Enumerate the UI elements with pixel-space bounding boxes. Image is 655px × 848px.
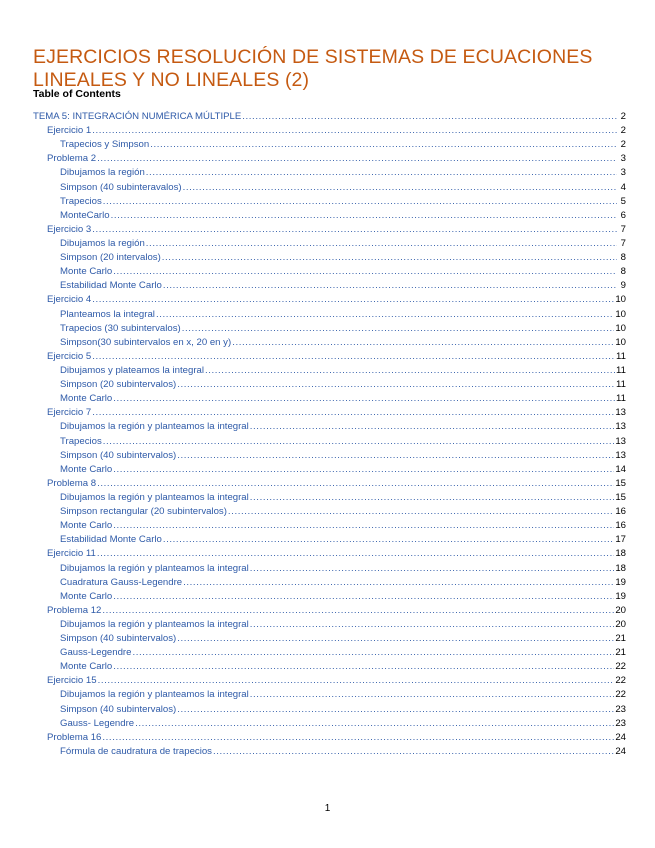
toc-entry[interactable]	[33, 632, 626, 646]
toc-entry-page: 21	[615, 647, 626, 659]
toc-entry-page: 23	[615, 703, 626, 715]
toc-dot-leader	[97, 152, 617, 166]
toc-dot-leader	[92, 124, 617, 138]
toc-entry[interactable]	[33, 195, 626, 209]
toc-entry-page: 22	[615, 661, 626, 673]
toc-dot-leader	[103, 435, 615, 449]
toc-entry-label: Simpson (40 subintervalos)	[60, 633, 177, 645]
toc-dot-leader	[250, 562, 615, 576]
toc-entry-page: 18	[615, 548, 626, 560]
toc-entry-page: 11	[616, 379, 626, 391]
toc-entry-page: 15	[615, 477, 626, 489]
toc-entry-label: MonteCarlo	[60, 209, 110, 221]
toc-entry[interactable]	[33, 110, 626, 124]
toc-entry-label: TEMA 5: INTEGRACIÓN NUMÉRICA MÚLTIPLE	[33, 111, 242, 122]
toc-entry-label: Monte Carlo	[60, 393, 113, 405]
toc-dot-leader	[213, 745, 614, 759]
toc-entry[interactable]	[33, 138, 626, 152]
toc-entry[interactable]	[33, 618, 626, 632]
toc-entry-page: 23	[615, 717, 626, 729]
toc-entry[interactable]	[33, 646, 626, 660]
toc-entry-page: 24	[615, 745, 626, 757]
toc-entry-page: 3	[620, 153, 626, 165]
toc-entry[interactable]	[33, 547, 626, 561]
toc-entry-page: 14	[615, 463, 626, 475]
toc-entry-page: 18	[615, 562, 626, 574]
toc-dot-leader	[113, 463, 614, 477]
toc-dot-leader	[113, 392, 615, 406]
toc-entry[interactable]	[33, 322, 626, 336]
toc-entry[interactable]	[33, 336, 626, 350]
toc-dot-leader	[98, 674, 615, 688]
toc-dot-leader	[182, 322, 615, 336]
toc-entry-label: Dibujamos la región y planteamos la integral	[60, 421, 249, 433]
toc-dot-leader	[162, 251, 617, 265]
toc-dot-leader	[177, 632, 614, 646]
toc-entry-label: Dibujamos la región y planteamos la integral	[60, 618, 249, 630]
toc-entry-page: 19	[615, 576, 626, 588]
toc-entry-page: 20	[615, 604, 626, 616]
toc-entry-page: 11	[616, 393, 626, 405]
table-of-contents	[33, 110, 626, 759]
toc-dot-leader	[102, 731, 614, 745]
toc-entry-label: Cuadratura Gauss-Legendre	[60, 576, 183, 588]
toc-dot-leader	[146, 166, 617, 180]
toc-entry-label: Simpson(30 subintervalos en x, 20 en y)	[60, 336, 232, 348]
toc-entry-page: 10	[615, 294, 626, 306]
toc-dot-leader	[177, 449, 614, 463]
toc-dot-leader	[92, 350, 615, 364]
toc-entry[interactable]	[33, 308, 626, 322]
toc-entry[interactable]	[33, 237, 626, 251]
toc-entry-page: 22	[615, 689, 626, 701]
toc-entry-label: Dibujamos la región y planteamos la integral	[60, 689, 249, 701]
toc-entry[interactable]	[33, 745, 626, 759]
toc-entry-page: 17	[615, 534, 626, 546]
toc-entry-label: Monte Carlo	[60, 661, 113, 673]
toc-entry-label: Ejercicio 7	[47, 407, 92, 419]
toc-dot-leader	[250, 491, 615, 505]
toc-entry[interactable]	[33, 477, 626, 491]
toc-dot-leader	[163, 279, 617, 293]
toc-entry-page: 8	[620, 266, 626, 278]
toc-dot-leader	[177, 703, 614, 717]
toc-entry-label: Monte Carlo	[60, 463, 113, 475]
toc-dot-leader	[97, 547, 614, 561]
toc-entry-label: Ejercicio 1	[47, 125, 92, 137]
toc-entry[interactable]	[33, 124, 626, 138]
toc-entry-label: Simpson (20 intervalos)	[60, 252, 161, 264]
toc-entry-label: Dibujamos la región	[60, 167, 145, 179]
toc-entry-page: 11	[616, 364, 626, 376]
toc-entry-label: Trapecios y Simpson	[60, 139, 150, 151]
toc-dot-leader	[163, 533, 614, 547]
toc-entry-page: 13	[615, 407, 626, 419]
toc-entry-label: Dibujamos la región y planteamos la integral	[60, 562, 249, 574]
toc-entry[interactable]	[33, 703, 626, 717]
toc-entry-page: 16	[615, 506, 626, 518]
toc-dot-leader	[135, 717, 614, 731]
toc-entry-page: 2	[620, 139, 626, 151]
toc-entry-page: 20	[615, 618, 626, 630]
toc-entry-label: Simpson (40 subinteravalos)	[60, 181, 182, 193]
toc-entry-label: Trapecios	[60, 195, 102, 207]
toc-entry-label: Dibujamos la región	[60, 237, 145, 249]
toc-entry[interactable]	[33, 562, 626, 576]
toc-dot-leader	[92, 406, 614, 420]
toc-entry-page: 9	[620, 280, 626, 292]
toc-entry-page: 10	[615, 336, 626, 348]
toc-dot-leader	[150, 138, 617, 152]
toc-entry-page: 11	[616, 350, 626, 362]
toc-entry[interactable]	[33, 491, 626, 505]
toc-entry-label: Estabilidad Monte Carlo	[60, 280, 162, 292]
toc-entry[interactable]	[33, 350, 626, 364]
toc-dot-leader	[113, 265, 617, 279]
toc-dot-leader	[113, 519, 614, 533]
toc-entry-label: Monte Carlo	[60, 266, 113, 278]
toc-dot-leader	[156, 308, 614, 322]
toc-entry-label: Ejercicio 4	[47, 294, 92, 306]
toc-dot-leader	[242, 110, 617, 124]
toc-entry[interactable]	[33, 688, 626, 702]
toc-entry-page: 2	[620, 111, 626, 122]
toc-entry-label: Ejercicio 15	[47, 675, 97, 687]
toc-entry[interactable]	[33, 420, 626, 434]
toc-entry[interactable]	[33, 731, 626, 745]
toc-entry[interactable]	[33, 463, 626, 477]
toc-entry[interactable]	[33, 717, 626, 731]
page-number: 1	[324, 803, 331, 814]
toc-entry-label: Simpson rectangular (20 subintervalos)	[60, 506, 227, 518]
toc-entry[interactable]	[33, 449, 626, 463]
toc-entry-page: 13	[615, 421, 626, 433]
toc-entry[interactable]	[33, 364, 626, 378]
document-title: EJERCICIOS RESOLUCIÓN DE SISTEMAS DE ECUACIONES LINEALES Y NO LINEALES (2)	[33, 46, 593, 92]
toc-entry[interactable]	[33, 406, 626, 420]
toc-dot-leader	[232, 336, 614, 350]
toc-dot-leader	[132, 646, 614, 660]
toc-entry[interactable]	[33, 519, 626, 533]
toc-entry-label: Ejercicio 11	[47, 548, 96, 560]
toc-entry[interactable]	[33, 435, 626, 449]
toc-entry[interactable]	[33, 533, 626, 547]
toc-entry[interactable]	[33, 660, 626, 674]
toc-entry-page: 10	[615, 308, 626, 320]
toc-dot-leader	[92, 293, 614, 307]
toc-entry-label: Trapecios	[60, 435, 102, 447]
toc-entry-label: Problema 16	[47, 731, 102, 743]
toc-entry[interactable]	[33, 166, 626, 180]
toc-entry-page: 15	[615, 491, 626, 503]
toc-entry-label: Simpson (40 subintervalos)	[60, 703, 177, 715]
toc-entry[interactable]	[33, 181, 626, 195]
toc-entry-page: 19	[615, 590, 626, 602]
toc-entry-label: Fórmula de caudratura de trapecios	[60, 745, 212, 757]
toc-entry[interactable]	[33, 604, 626, 618]
toc-entry-page: 6	[620, 209, 626, 221]
toc-entry-page: 13	[615, 435, 626, 447]
toc-entry-label: Dibujamos la región y planteamos la integral	[60, 491, 249, 503]
toc-dot-leader	[113, 590, 614, 604]
toc-entry-page: 8	[620, 252, 626, 264]
toc-entry-label: Planteamos la integral	[60, 308, 155, 320]
toc-dot-leader	[97, 477, 614, 491]
toc-entry[interactable]	[33, 293, 626, 307]
toc-dot-leader	[113, 660, 614, 674]
toc-entry-label: Estabilidad Monte Carlo	[60, 534, 162, 546]
toc-dot-leader	[250, 688, 615, 702]
toc-entry-page: 24	[615, 731, 626, 743]
toc-entry[interactable]	[33, 590, 626, 604]
toc-entry[interactable]	[33, 209, 626, 223]
toc-entry[interactable]	[33, 674, 626, 688]
toc-dot-leader	[103, 195, 617, 209]
toc-dot-leader	[146, 237, 617, 251]
toc-entry[interactable]	[33, 223, 626, 237]
toc-entry-label: Problema 8	[47, 477, 97, 489]
toc-entry-label: Problema 12	[47, 604, 102, 616]
toc-dot-leader	[250, 420, 615, 434]
toc-entry[interactable]	[33, 392, 626, 406]
toc-entry-label: Trapecios (30 subintervalos)	[60, 322, 181, 334]
toc-entry-page: 4	[620, 181, 626, 193]
toc-entry[interactable]	[33, 265, 626, 279]
toc-heading: Table of Contents	[33, 88, 121, 100]
toc-entry[interactable]	[33, 152, 626, 166]
toc-entry-label: Ejercicio 5	[47, 350, 92, 362]
toc-entry-page: 22	[615, 675, 626, 687]
toc-entry-page: 7	[620, 223, 626, 235]
toc-dot-leader	[183, 576, 614, 590]
toc-entry[interactable]	[33, 576, 626, 590]
toc-entry-label: Gauss-Legendre	[60, 647, 132, 659]
toc-entry-page: 7	[620, 237, 626, 249]
toc-entry-label: Simpson (40 subintervalos)	[60, 449, 177, 461]
toc-entry[interactable]	[33, 251, 626, 265]
toc-entry-label: Dibujamos y plateamos la integral	[60, 364, 204, 376]
toc-entry-label: Ejercicio 3	[47, 223, 92, 235]
toc-entry-label: Simpson (20 subintervalos)	[60, 379, 177, 391]
toc-dot-leader	[111, 209, 617, 223]
toc-entry-page: 13	[615, 449, 626, 461]
toc-entry-label: Problema 2	[47, 153, 97, 165]
toc-dot-leader	[183, 181, 617, 195]
toc-dot-leader	[228, 505, 614, 519]
toc-entry-label: Monte Carlo	[60, 590, 113, 602]
toc-entry-label: Gauss- Legendre	[60, 717, 135, 729]
toc-dot-leader	[250, 618, 615, 632]
toc-entry-page: 3	[620, 167, 626, 179]
toc-entry-page: 2	[620, 125, 626, 137]
toc-dot-leader	[177, 378, 615, 392]
toc-entry[interactable]	[33, 505, 626, 519]
toc-entry-page: 16	[615, 520, 626, 532]
toc-dot-leader	[102, 604, 614, 618]
toc-entry[interactable]	[33, 279, 626, 293]
toc-entry-page: 5	[620, 195, 626, 207]
toc-dot-leader	[92, 223, 617, 237]
toc-entry-label: Monte Carlo	[60, 520, 113, 532]
toc-entry[interactable]	[33, 378, 626, 392]
toc-entry-page: 10	[615, 322, 626, 334]
toc-dot-leader	[205, 364, 615, 378]
toc-entry-page: 21	[615, 633, 626, 645]
